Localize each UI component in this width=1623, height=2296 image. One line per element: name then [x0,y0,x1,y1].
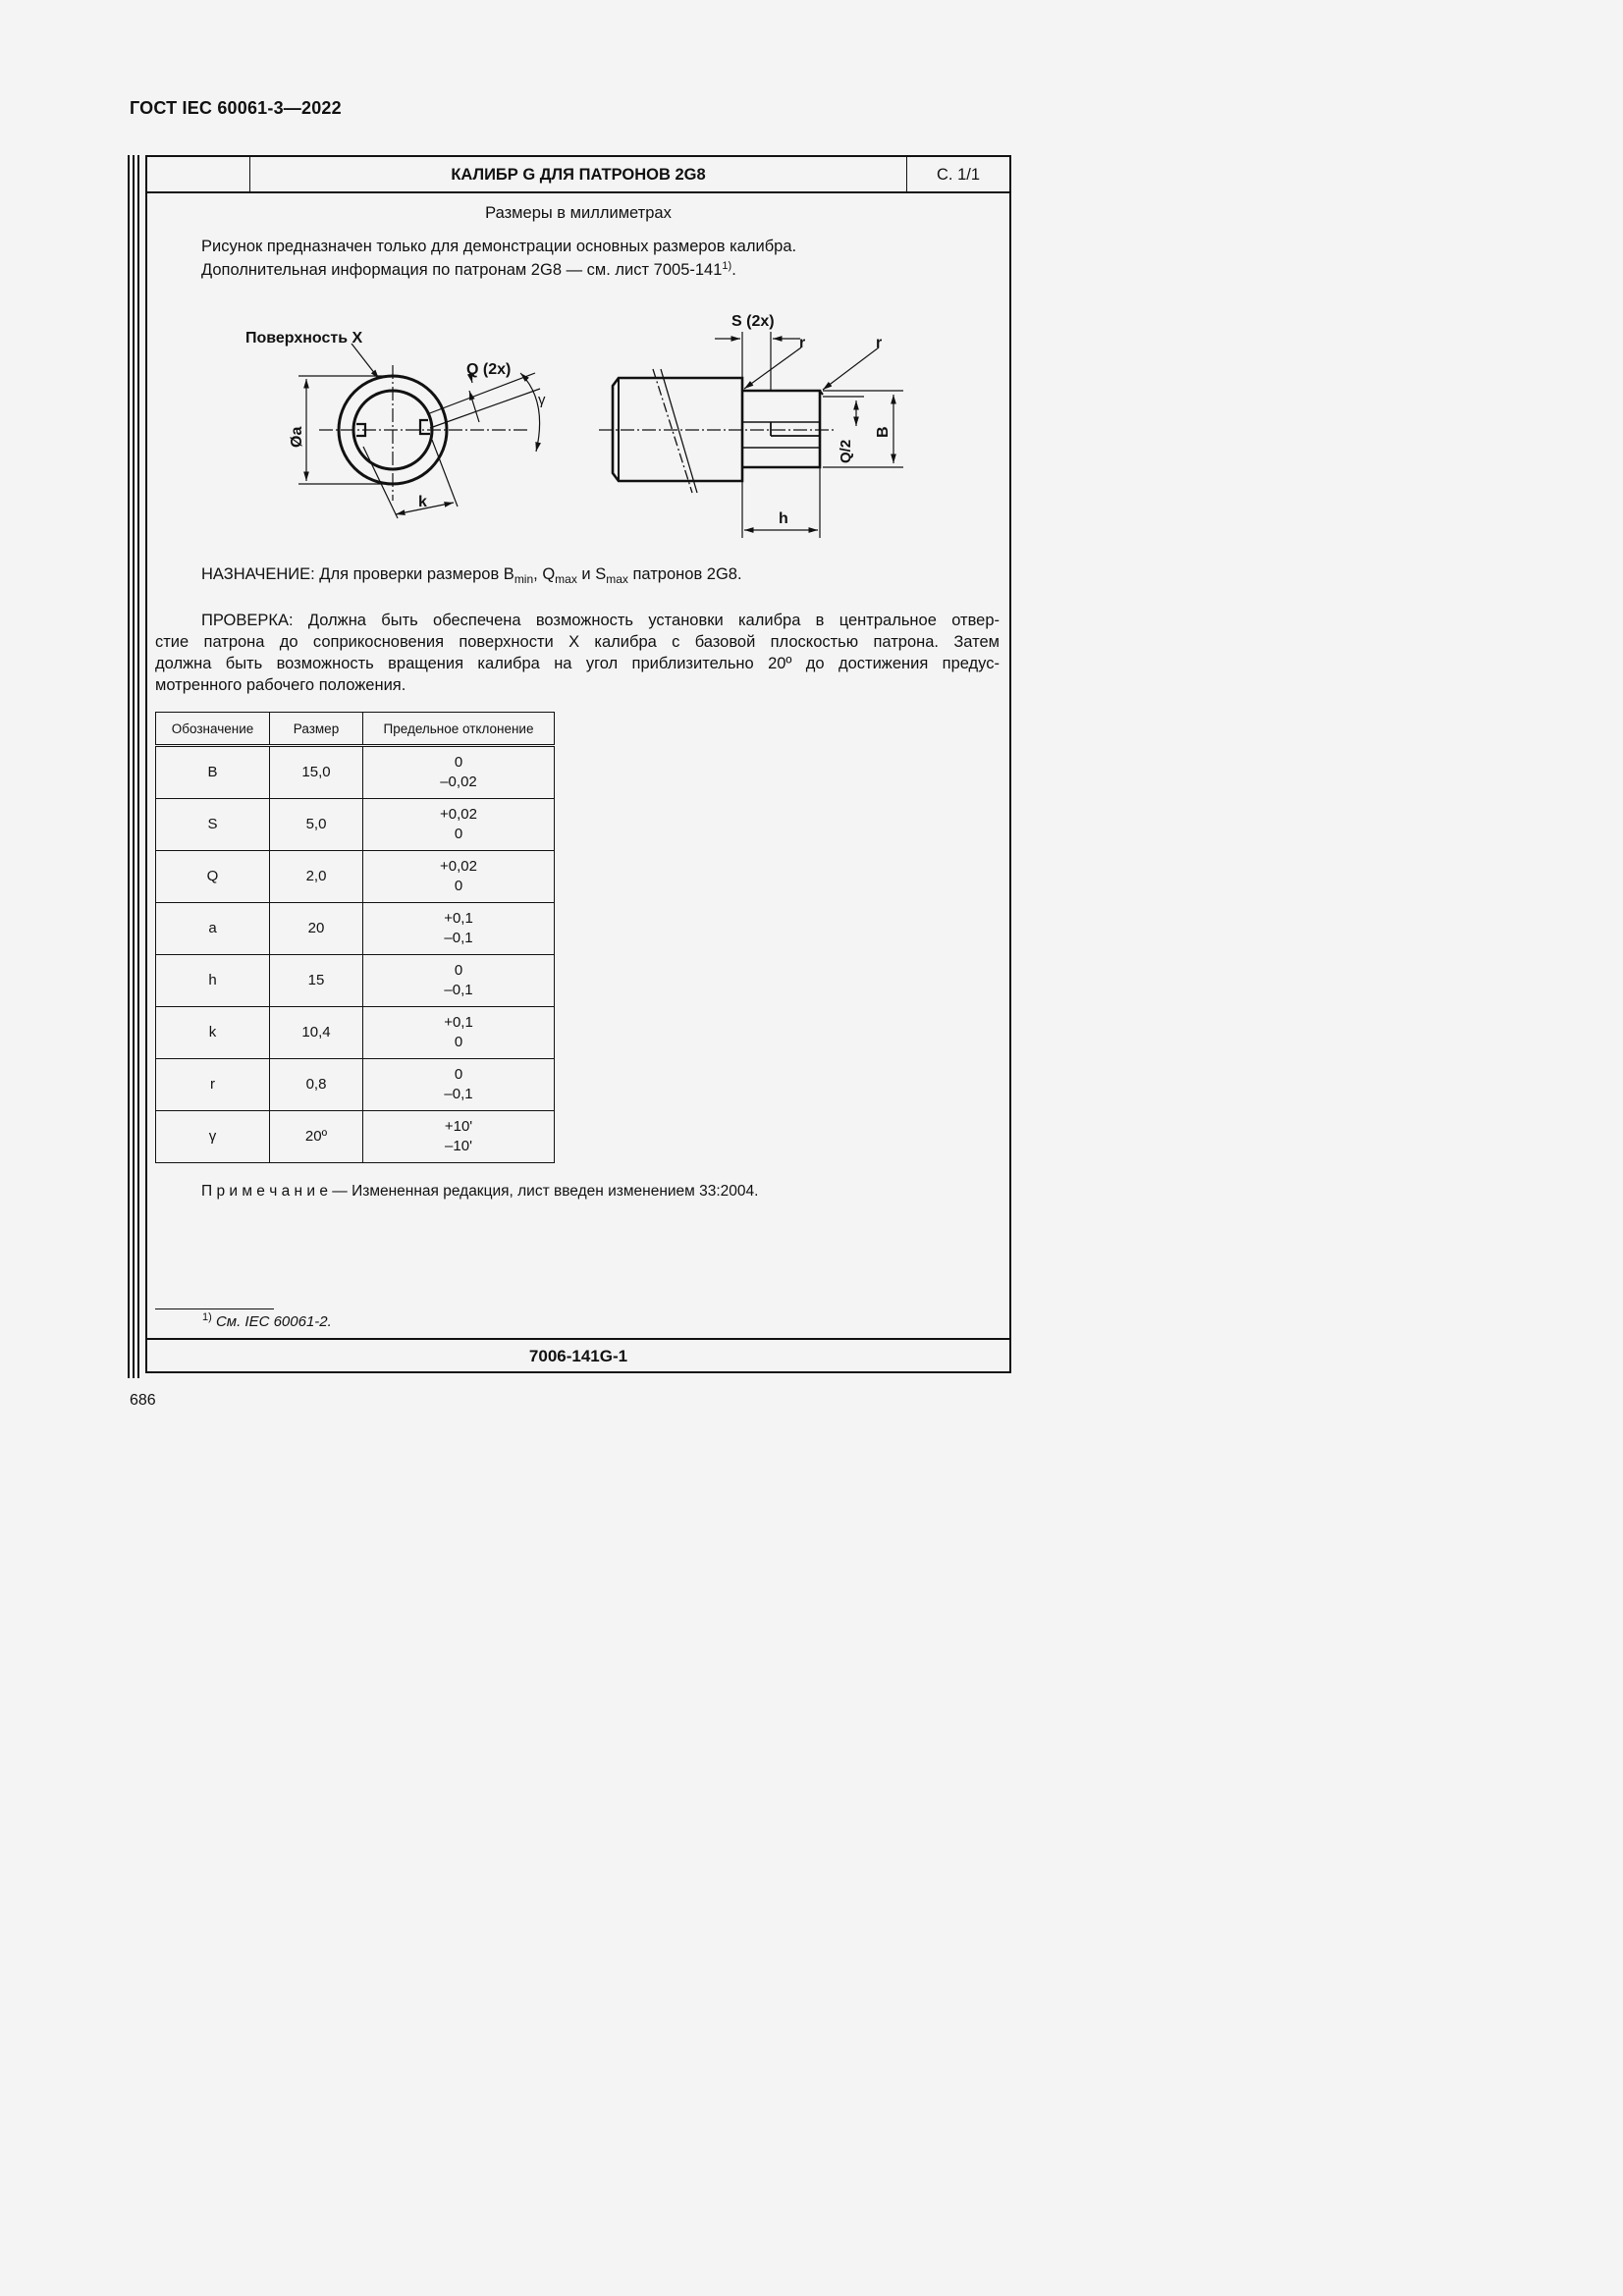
label-diam-a: Øa [289,426,305,448]
table-row [156,799,555,851]
size-cell: 10,4 [270,1007,363,1059]
page-reference: С. 1/1 [936,166,981,184]
surface-x-leader [352,344,379,379]
footer-divider [147,1338,1009,1340]
symbol-cell: Q [156,851,270,903]
deviation-cell [363,851,555,903]
size-cell: 20 [270,903,363,955]
symbol-cell: γ [156,1111,270,1163]
col-header-symbol: Обозначение [156,713,270,746]
table-row [156,1111,555,1163]
label-r1: r [799,335,806,351]
deviation-cell [363,903,555,955]
size-cell: 15,0 [270,746,363,799]
upper-deviation: +0,1 [444,1014,473,1031]
label-s2x: S (2x) [731,313,775,330]
upper-deviation: 0 [454,754,463,771]
label-q2x: Q (2x) [466,361,512,378]
label-k: k [418,494,427,510]
deviation-cell [363,746,555,799]
purpose-text: НАЗНАЧЕНИЕ: Для проверки размеров $B_{min}$, $Q_{max}$ и $S_{max}$ патронов 2G8. [201,565,742,586]
upper-deviation: +0,1 [444,910,473,927]
footnote-rule [155,1308,274,1309]
lower-deviation: –0,1 [444,930,473,946]
table-header-row [156,713,555,746]
gauge-pin [742,391,820,467]
upper-deviation: 0 [454,962,463,979]
footnote-ref: 1) [722,260,732,272]
gamma-arc [520,373,540,452]
table-row [156,851,555,903]
symbol-cell: h [156,955,270,1007]
lower-deviation: 0 [454,878,463,894]
upper-deviation: +0,02 [440,806,477,823]
standard-designation: ГОСТ IEC 60061-3—2022 [130,98,342,118]
col-header-deviation: Предельное отклонение [363,713,555,746]
deviation-cell [363,799,555,851]
size-cell: 20º [270,1111,363,1163]
label-r2: r [876,335,883,351]
binding-line [137,155,139,1378]
deviation-cell [363,1111,555,1163]
sheet-title: КАЛИБР G ДЛЯ ПАТРОНОВ 2G8 [250,157,907,191]
r-leader-1 [744,347,801,389]
deviation-cell [363,955,555,1007]
symbol-cell: r [156,1059,270,1111]
label-gamma: γ [538,392,546,408]
lower-deviation: 0 [454,1034,463,1050]
page-number: 686 [130,1392,156,1409]
table-row [156,955,555,1007]
symbol-cell: B [156,746,270,799]
size-cell: 5,0 [270,799,363,851]
sheet-code: 7006-141G-1 [528,1347,628,1365]
check-line-2: стие патрона до соприкосновения поверхности X калибра с базовой плоскостью патрона. Затем [155,633,1000,651]
upper-deviation: +0,02 [440,858,477,875]
symbol-cell: a [156,903,270,955]
deviation-cell [363,1059,555,1111]
lower-deviation: –0,1 [444,1086,473,1102]
deviation-cell [363,1007,555,1059]
table-row [156,746,555,799]
intro-line-2: Дополнительная информация по патронам 2G8 — см. лист 7005-141$^{1)}$. [201,260,736,279]
size-cell: 0,8 [270,1059,363,1111]
binding-line [133,155,135,1378]
header-empty-cell [147,157,250,191]
gauge-drawing [236,304,923,550]
lower-deviation: 0 [454,826,463,842]
units-note: Размеры в миллиметрах [485,204,672,222]
binding-line [128,155,130,1378]
upper-deviation: +10' [444,1118,473,1135]
table-row [156,1007,555,1059]
sheet-header [147,157,1009,193]
col-header-size: Размер [270,713,363,746]
upper-deviation: 0 [454,1066,463,1083]
label-h: h [779,510,788,527]
note: П р и м е ч а н и е — Измененная редакция, лист введен изменением 33:2004. [201,1183,759,1200]
symbol-cell: S [156,799,270,851]
table-row [156,1059,555,1111]
dimensions-table [155,712,555,1163]
lower-deviation: –10' [445,1138,472,1154]
label-q-half: Q/2 [838,439,854,463]
size-cell: 15 [270,955,363,1007]
slot-right [420,420,430,434]
check-line-4: мотренного рабочего положения. [155,676,406,694]
check-line-3: должна быть возможность вращения калибра на угол приблизительно 20º до достижения предус- [155,655,1000,672]
table-row [156,903,555,955]
symbol-cell: k [156,1007,270,1059]
r-leader-2 [823,347,879,390]
label-surface-x: Поверхность X [245,330,363,347]
lower-deviation: –0,1 [444,982,473,998]
footnote: $^{1)}$ См. IEC 60061-2. [202,1311,332,1330]
side-view [599,332,903,538]
lower-deviation: –0,02 [440,774,477,790]
check-line-1: ПРОВЕРКА: Должна быть обеспечена возможность установки калибра в центральное отвер- [201,612,1000,629]
size-cell: 2,0 [270,851,363,903]
intro-line-1: Рисунок предназначен только для демонстрации основных размеров калибра. [201,238,797,255]
label-b: B [875,426,892,438]
